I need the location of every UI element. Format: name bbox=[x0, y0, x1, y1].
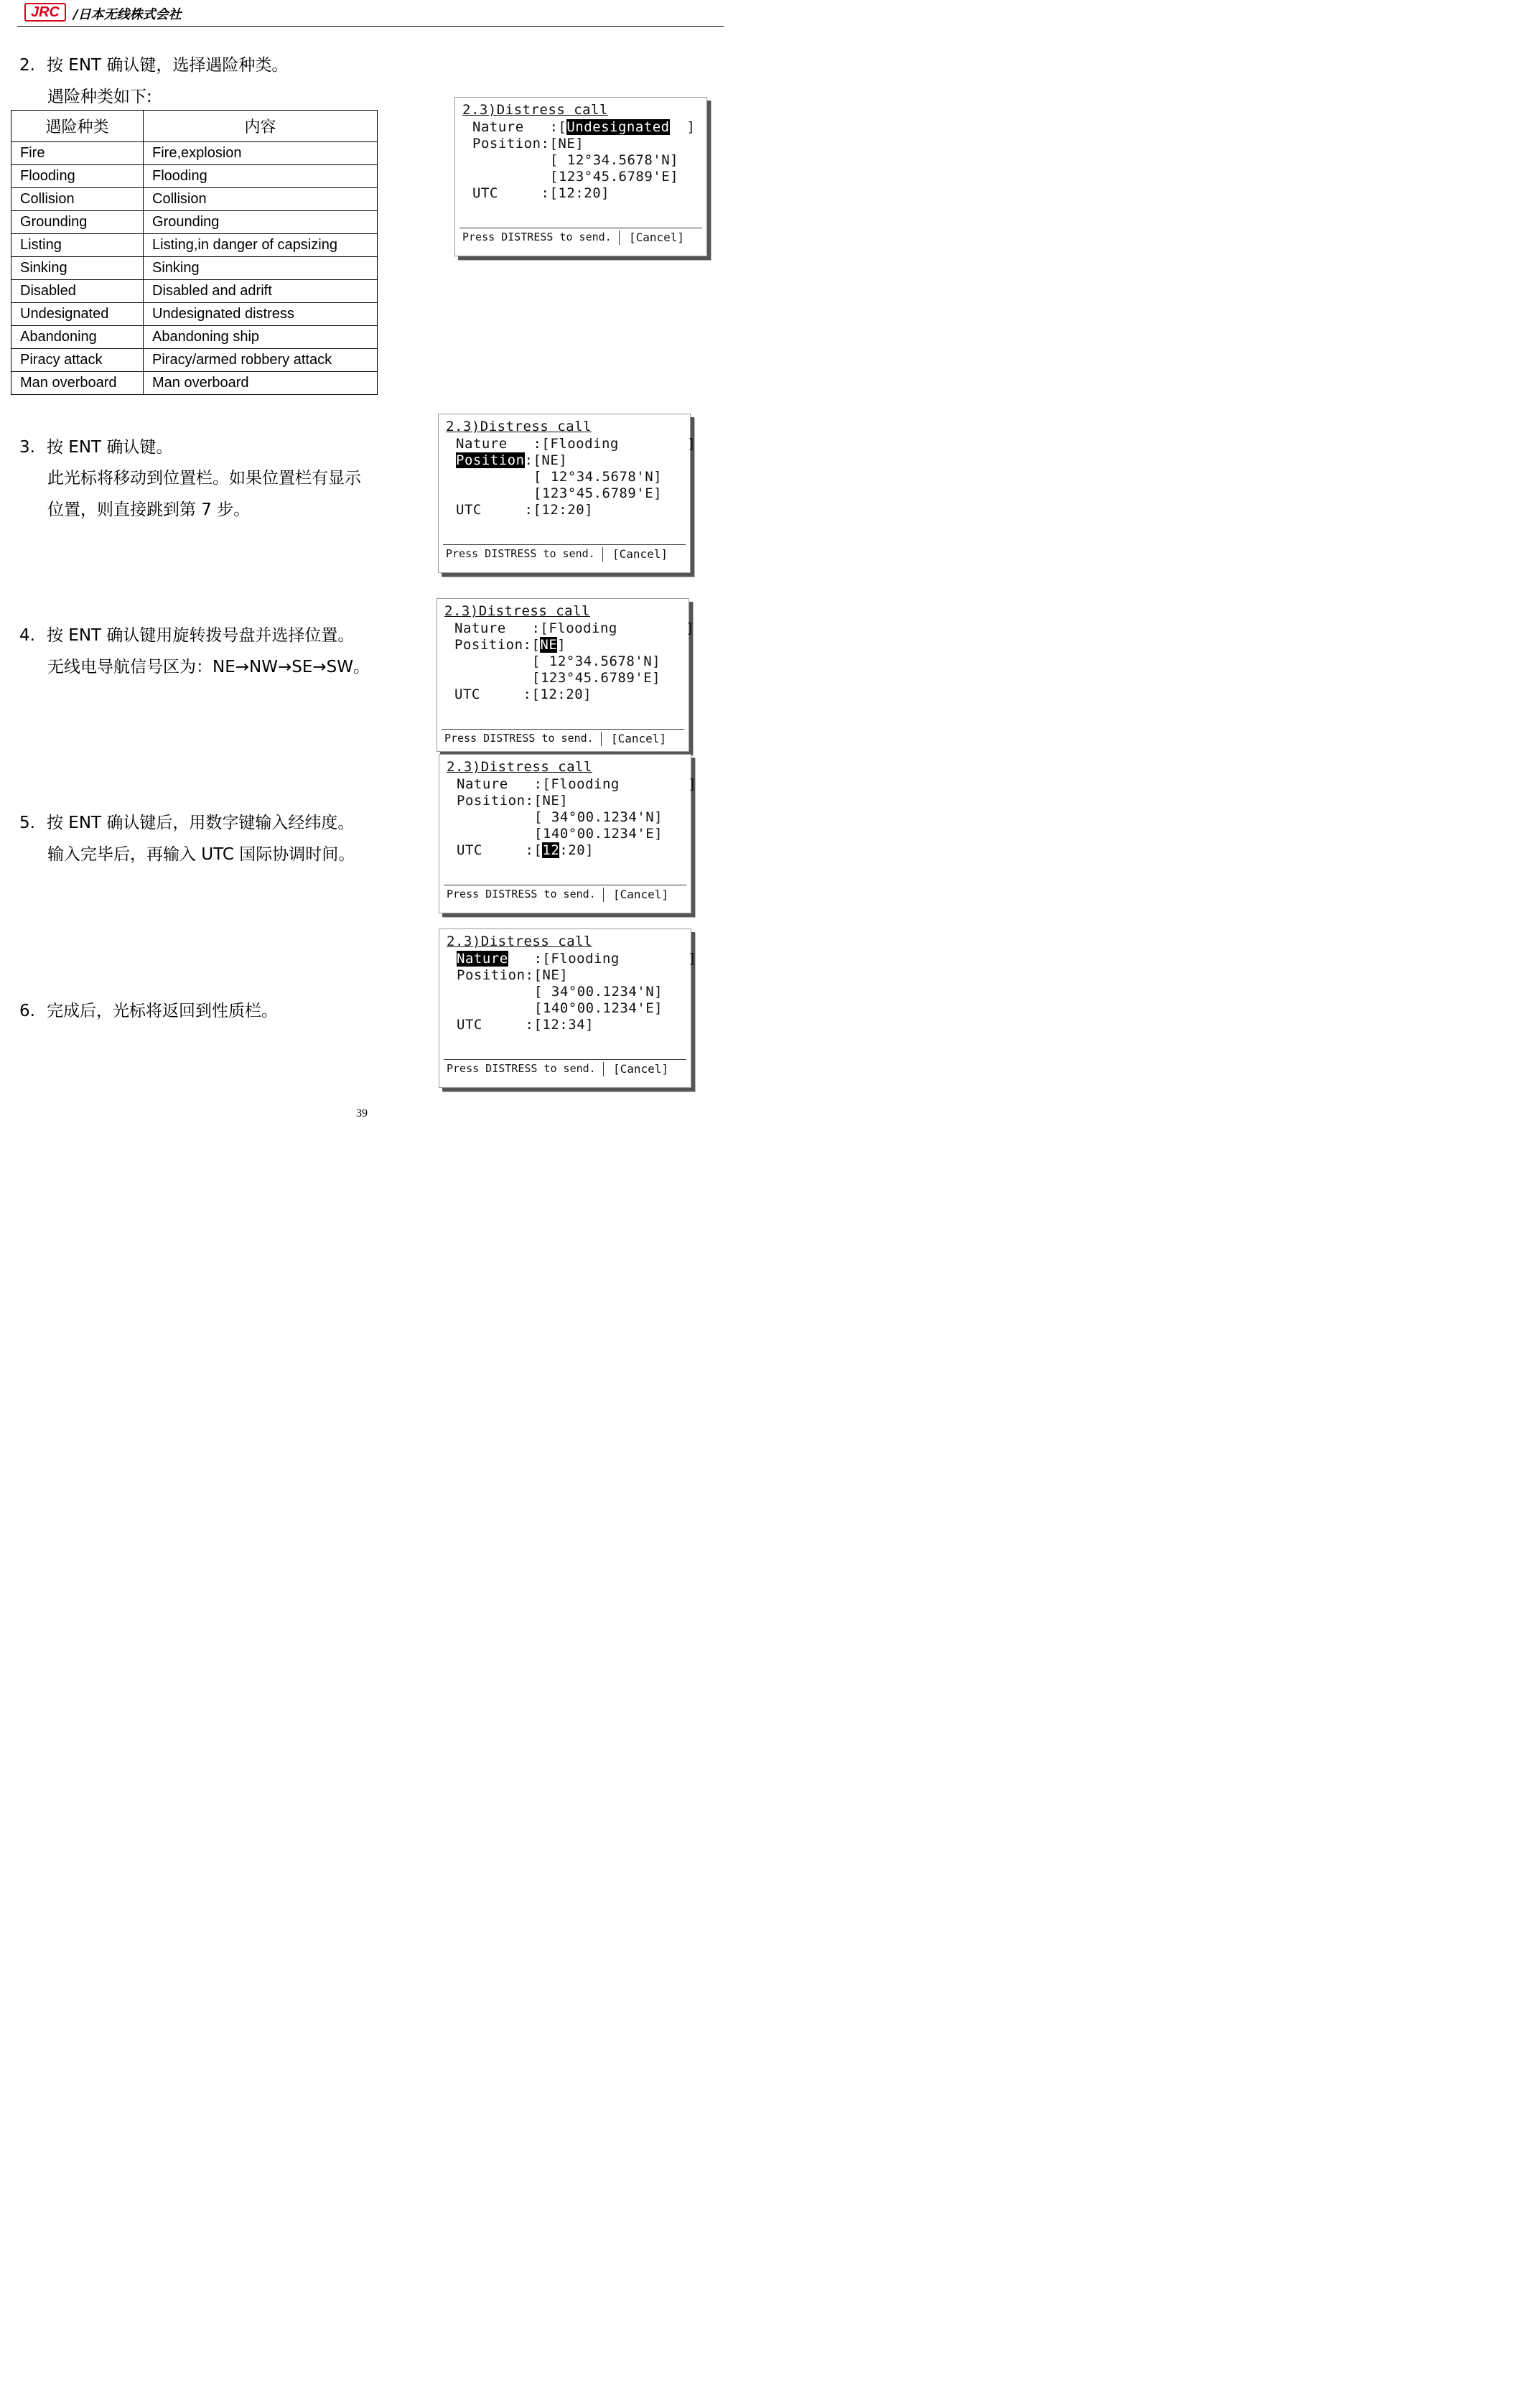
utc-hours: 12 bbox=[540, 686, 558, 702]
description-cell: Grounding bbox=[144, 211, 378, 234]
distress-type-cell: Collision bbox=[11, 188, 144, 211]
table-row bbox=[11, 211, 378, 234]
longitude-value: [123°45.6789'E] bbox=[550, 169, 679, 185]
longitude-value: [123°45.6789'E] bbox=[532, 670, 661, 686]
step-number: 5. bbox=[19, 814, 35, 832]
description-cell: Piracy/armed robbery attack bbox=[144, 349, 378, 372]
step-3 bbox=[19, 437, 172, 458]
utc-row: UTC :[12:20] bbox=[456, 502, 594, 518]
nature-row: Nature :[Flooding ] bbox=[456, 436, 696, 452]
description-cell: Sinking bbox=[144, 257, 378, 280]
lcd-screen-nature-return bbox=[439, 928, 697, 1088]
step-3-sub-2: 位置，则直接跳到第 7 步。 bbox=[47, 501, 251, 519]
distress-type-cell: Undesignated bbox=[11, 303, 144, 326]
screen-title: 2.3)Distress call bbox=[462, 102, 608, 118]
step-text: 完成后，光标将返回到性质栏。 bbox=[47, 1002, 278, 1020]
utc-label: UTC bbox=[456, 502, 482, 518]
lcd-screen-position-cursor bbox=[438, 414, 696, 573]
utc-row: UTC :[12:20] bbox=[472, 185, 610, 201]
step-number: 4. bbox=[19, 626, 35, 645]
jrc-logo: JRC bbox=[24, 3, 66, 22]
utc-row: UTC :[12:20] bbox=[457, 842, 594, 858]
position-row: Position:[NE] bbox=[472, 136, 584, 152]
footer-divider bbox=[619, 231, 620, 245]
utc-minutes: 34 bbox=[568, 1017, 586, 1033]
position-label: Position bbox=[457, 967, 526, 983]
longitude-value: [140°00.1234'E] bbox=[534, 826, 663, 842]
cancel-softkey[interactable]: [Cancel] bbox=[629, 231, 685, 244]
table-row bbox=[11, 280, 378, 303]
latitude-value: [ 12°34.5678'N] bbox=[532, 653, 661, 669]
step-number: 6. bbox=[19, 1002, 35, 1020]
nature-label: Nature bbox=[472, 119, 524, 135]
table-row bbox=[11, 234, 378, 257]
distress-type-cell: Man overboard bbox=[11, 372, 144, 395]
utc-label: UTC bbox=[457, 1017, 482, 1033]
nature-row: Nature :[Flooding ] bbox=[454, 620, 695, 636]
lcd-screen-utc-entry bbox=[439, 754, 697, 913]
company-name: /日本无线株式会社 bbox=[73, 7, 182, 22]
nature-row: Nature :[Undesignated ] bbox=[472, 119, 696, 135]
area-value: NE bbox=[558, 136, 576, 152]
footer-divider bbox=[601, 732, 602, 746]
step-4-sub-1: 无线电导航信号区为：NE→NW→SE→SW。 bbox=[47, 658, 370, 676]
step-5-sub-1: 输入完毕后，再输入 UTC 国际协调时间。 bbox=[47, 845, 355, 864]
cancel-softkey[interactable]: [Cancel] bbox=[612, 547, 668, 561]
step-6 bbox=[19, 1000, 278, 1022]
nature-value: Flooding bbox=[549, 620, 617, 636]
latitude-value: [ 34°00.1234'N] bbox=[534, 984, 663, 1000]
table-row bbox=[11, 303, 378, 326]
table-row bbox=[11, 372, 378, 395]
press-distress-hint: Press DISTRESS to send. bbox=[446, 547, 595, 560]
latitude-value: [ 12°34.5678'N] bbox=[550, 152, 679, 168]
table-header-row bbox=[11, 111, 378, 142]
area-value: NE bbox=[542, 967, 560, 983]
longitude-value: [123°45.6789'E] bbox=[533, 485, 663, 501]
nature-value: Flooding bbox=[550, 436, 619, 452]
table-row bbox=[11, 326, 378, 349]
screen-title: 2.3)Distress call bbox=[447, 934, 592, 949]
lcd-screen-area-select bbox=[437, 598, 695, 752]
nature-value: Flooding bbox=[551, 776, 620, 792]
utc-hours: 12 bbox=[542, 842, 560, 858]
description-cell: Collision bbox=[144, 188, 378, 211]
step-4 bbox=[19, 625, 354, 646]
column-header: 遇险种类 bbox=[11, 111, 144, 142]
nature-row: Nature :[Flooding ] bbox=[457, 951, 697, 967]
cancel-softkey[interactable]: [Cancel] bbox=[613, 1062, 669, 1076]
step-text: 按 ENT 确认键，选择遇险种类。 bbox=[47, 56, 289, 75]
position-label: Position bbox=[472, 136, 541, 152]
screen-title: 2.3)Distress call bbox=[446, 419, 592, 434]
distress-type-cell: Grounding bbox=[11, 211, 144, 234]
step-text: 按 ENT 确认键。 bbox=[47, 438, 173, 457]
utc-row: UTC :[12:34] bbox=[457, 1017, 594, 1033]
utc-minutes: 20 bbox=[567, 502, 585, 518]
distress-type-cell: Listing bbox=[11, 234, 144, 257]
latitude-value: [ 12°34.5678'N] bbox=[533, 469, 663, 485]
screen-title: 2.3)Distress call bbox=[447, 759, 592, 775]
description-cell: Undesignated distress bbox=[144, 303, 378, 326]
screen-footer bbox=[442, 729, 684, 747]
table-row bbox=[11, 257, 378, 280]
area-value: NE bbox=[542, 793, 560, 809]
table-row bbox=[11, 165, 378, 188]
press-distress-hint: Press DISTRESS to send. bbox=[462, 231, 612, 243]
distress-nature-table bbox=[11, 110, 378, 395]
position-row: Position:[NE] bbox=[454, 637, 566, 653]
step-2 bbox=[19, 55, 288, 76]
table-row bbox=[11, 349, 378, 372]
step-3-sub-1: 此光标将移动到位置栏。如果位置栏有显示 bbox=[47, 469, 361, 488]
area-value: NE bbox=[540, 637, 558, 653]
press-distress-hint: Press DISTRESS to send. bbox=[447, 888, 596, 900]
page-number: 39 bbox=[356, 1107, 368, 1120]
utc-label: UTC bbox=[472, 185, 498, 201]
latitude-value: [ 34°00.1234'N] bbox=[534, 809, 663, 825]
description-cell: Abandoning ship bbox=[144, 326, 378, 349]
table-row bbox=[11, 142, 378, 165]
distress-type-cell: Fire bbox=[11, 142, 144, 165]
nature-value: Undesignated bbox=[566, 119, 670, 135]
nature-label: Nature bbox=[454, 620, 506, 636]
footer-divider bbox=[603, 1062, 604, 1076]
header-rule bbox=[17, 26, 724, 27]
description-cell: Man overboard bbox=[144, 372, 378, 395]
step-2-sub: 遇险种类如下: bbox=[47, 88, 152, 106]
position-row: Position:[NE] bbox=[457, 967, 569, 983]
utc-label: UTC bbox=[457, 842, 482, 858]
nature-row: Nature :[Flooding ] bbox=[457, 776, 697, 792]
column-header: 内容 bbox=[144, 111, 378, 142]
area-value: NE bbox=[541, 452, 559, 468]
utc-minutes: 20 bbox=[584, 185, 602, 201]
utc-row: UTC :[12:20] bbox=[454, 686, 592, 702]
screen-footer bbox=[444, 885, 686, 903]
nature-label: Nature bbox=[457, 951, 508, 967]
table-row bbox=[11, 188, 378, 211]
step-5 bbox=[19, 812, 354, 834]
screen-footer bbox=[443, 544, 686, 562]
cancel-softkey[interactable]: [Cancel] bbox=[611, 732, 667, 745]
distress-type-cell: Flooding bbox=[11, 165, 144, 188]
distress-type-cell: Disabled bbox=[11, 280, 144, 303]
cancel-softkey[interactable]: [Cancel] bbox=[613, 888, 669, 901]
press-distress-hint: Press DISTRESS to send. bbox=[444, 732, 594, 745]
position-label: Position bbox=[457, 793, 526, 809]
step-number: 3. bbox=[19, 438, 35, 457]
distress-type-cell: Sinking bbox=[11, 257, 144, 280]
position-label: Position bbox=[456, 452, 525, 468]
utc-hours: 12 bbox=[558, 185, 576, 201]
nature-label: Nature bbox=[457, 776, 508, 792]
footer-divider bbox=[603, 888, 604, 902]
longitude-value: [140°00.1234'E] bbox=[534, 1000, 663, 1016]
utc-label: UTC bbox=[454, 686, 480, 702]
utc-minutes: 20 bbox=[568, 842, 586, 858]
description-cell: Listing,in danger of capsizing bbox=[144, 234, 378, 257]
nature-value: Flooding bbox=[551, 951, 620, 967]
position-row: Position:[NE] bbox=[456, 452, 568, 468]
description-cell: Fire,explosion bbox=[144, 142, 378, 165]
distress-type-cell: Piracy attack bbox=[11, 349, 144, 372]
position-label: Position bbox=[454, 637, 523, 653]
description-cell: Flooding bbox=[144, 165, 378, 188]
press-distress-hint: Press DISTRESS to send. bbox=[447, 1062, 596, 1075]
footer-divider bbox=[602, 547, 603, 562]
utc-hours: 12 bbox=[542, 1017, 560, 1033]
utc-minutes: 20 bbox=[566, 686, 584, 702]
distress-type-cell: Abandoning bbox=[11, 326, 144, 349]
nature-label: Nature bbox=[456, 436, 508, 452]
screen-footer bbox=[444, 1059, 686, 1077]
step-number: 2. bbox=[19, 56, 35, 75]
screen-footer bbox=[459, 228, 702, 246]
description-cell: Disabled and adrift bbox=[144, 280, 378, 303]
step-text: 按 ENT 确认键用旋转拨号盘并选择位置。 bbox=[47, 626, 355, 645]
step-text: 按 ENT 确认键后，用数字键输入经纬度。 bbox=[47, 814, 355, 832]
utc-hours: 12 bbox=[541, 502, 559, 518]
position-row: Position:[NE] bbox=[457, 793, 569, 809]
screen-title: 2.3)Distress call bbox=[444, 603, 590, 619]
lcd-screen-nature-select bbox=[454, 97, 707, 256]
